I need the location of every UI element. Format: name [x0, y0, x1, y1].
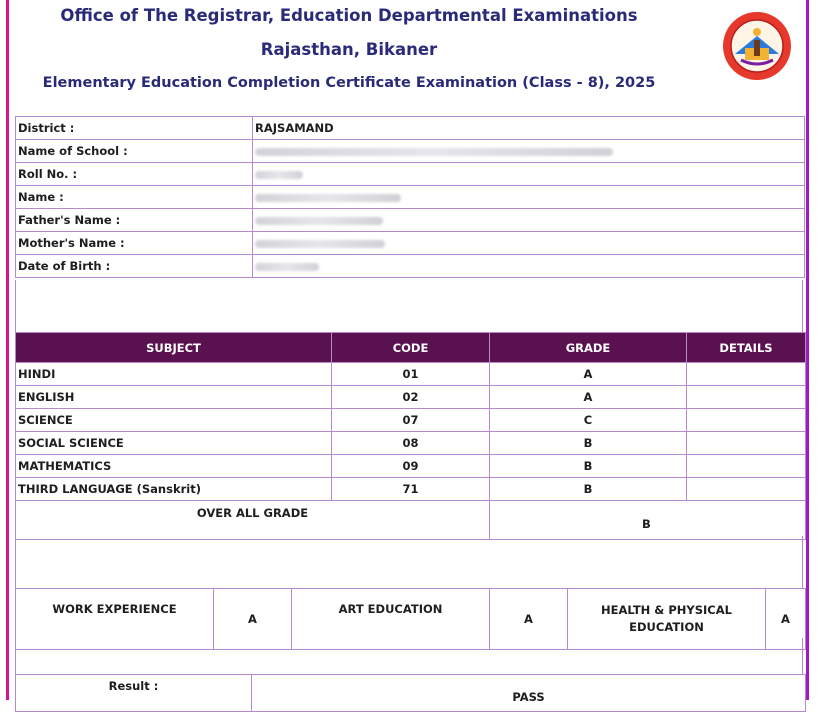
subject-code: 71 — [332, 478, 490, 501]
subject-name: HINDI — [16, 363, 332, 386]
dob-row — [16, 255, 805, 278]
school-value — [253, 140, 805, 163]
father-row — [16, 209, 805, 232]
subject-grade: A — [490, 363, 687, 386]
roll-label: Roll No. : — [16, 163, 253, 186]
redacted-value — [255, 263, 319, 271]
name-label: Name : — [16, 186, 253, 209]
redacted-value — [255, 217, 383, 225]
name-value — [253, 186, 805, 209]
redacted-value — [255, 240, 385, 248]
mother-row — [16, 232, 805, 255]
subject-grade: B — [490, 478, 687, 501]
overall-grade-value: B — [490, 501, 806, 540]
health-education-grade: A — [766, 589, 806, 650]
exam-title: Elementary Education Completion Certificate Examination (Class - 8), 2025 — [42, 75, 656, 91]
dob-label: Date of Birth : — [16, 255, 253, 278]
subject-marks-table — [15, 332, 806, 540]
redacted-value — [255, 171, 303, 179]
subject-code: 07 — [332, 409, 490, 432]
subject-grade: B — [490, 455, 687, 478]
subject-grade: B — [490, 432, 687, 455]
subject-name: SOCIAL SCIENCE — [16, 432, 332, 455]
roll-row — [16, 163, 805, 186]
art-education-grade: A — [490, 589, 568, 650]
subject-grade: C — [490, 409, 687, 432]
work-experience-grade: A — [214, 589, 292, 650]
mother-label: Mother's Name : — [16, 232, 253, 255]
subject-code: 01 — [332, 363, 490, 386]
redacted-value — [255, 194, 401, 202]
subject-details — [687, 363, 806, 386]
student-info-table — [15, 116, 805, 278]
grade-header: GRADE — [490, 333, 687, 363]
district-row — [16, 117, 805, 140]
father-label: Father's Name : — [16, 209, 253, 232]
father-value — [253, 209, 805, 232]
district-label: District : — [16, 117, 253, 140]
result-label: Result : — [16, 675, 252, 712]
table-row — [16, 363, 806, 386]
table-row — [16, 386, 806, 409]
spacer — [15, 638, 803, 674]
result-row — [16, 675, 806, 712]
certificate-header — [9, 0, 806, 114]
subject-name: MATHEMATICS — [16, 455, 332, 478]
subject-details — [687, 455, 806, 478]
subject-details — [687, 432, 806, 455]
details-header: DETAILS — [687, 333, 806, 363]
dob-value — [253, 255, 805, 278]
health-education-label: HEALTH & PHYSICAL EDUCATION — [568, 589, 766, 650]
work-experience-label: WORK EXPERIENCE — [16, 589, 214, 650]
table-row — [16, 432, 806, 455]
board-emblem-icon — [721, 10, 793, 82]
subject-name: THIRD LANGUAGE (Sanskrit) — [16, 478, 332, 501]
subject-header: SUBJECT — [16, 333, 332, 363]
school-label: Name of School : — [16, 140, 253, 163]
result-table — [15, 674, 806, 712]
name-row — [16, 186, 805, 209]
redacted-value — [255, 148, 613, 156]
subject-code: 08 — [332, 432, 490, 455]
certificate-frame — [6, 0, 809, 704]
subject-grade: A — [490, 386, 687, 409]
table-row — [16, 409, 806, 432]
subject-details — [687, 386, 806, 409]
spacer — [15, 536, 803, 588]
district-value: RAJSAMAND — [253, 117, 805, 140]
subject-code: 02 — [332, 386, 490, 409]
subject-code: 09 — [332, 455, 490, 478]
overall-grade-label: OVER ALL GRADE — [16, 501, 490, 540]
subject-details — [687, 409, 806, 432]
subject-name: ENGLISH — [16, 386, 332, 409]
table-row — [16, 478, 806, 501]
spacer — [15, 280, 803, 332]
mother-value — [253, 232, 805, 255]
school-row — [16, 140, 805, 163]
overall-grade-row — [16, 501, 806, 540]
marks-header-row — [16, 333, 806, 363]
office-location: Rajasthan, Bikaner — [260, 40, 438, 59]
art-education-label: ART EDUCATION — [292, 589, 490, 650]
subject-details — [687, 478, 806, 501]
table-row — [16, 455, 806, 478]
code-header: CODE — [332, 333, 490, 363]
office-title: Office of The Registrar, Education Departmental Examinations — [60, 6, 638, 25]
result-value: PASS — [252, 675, 806, 712]
roll-value — [253, 163, 805, 186]
subject-name: SCIENCE — [16, 409, 332, 432]
